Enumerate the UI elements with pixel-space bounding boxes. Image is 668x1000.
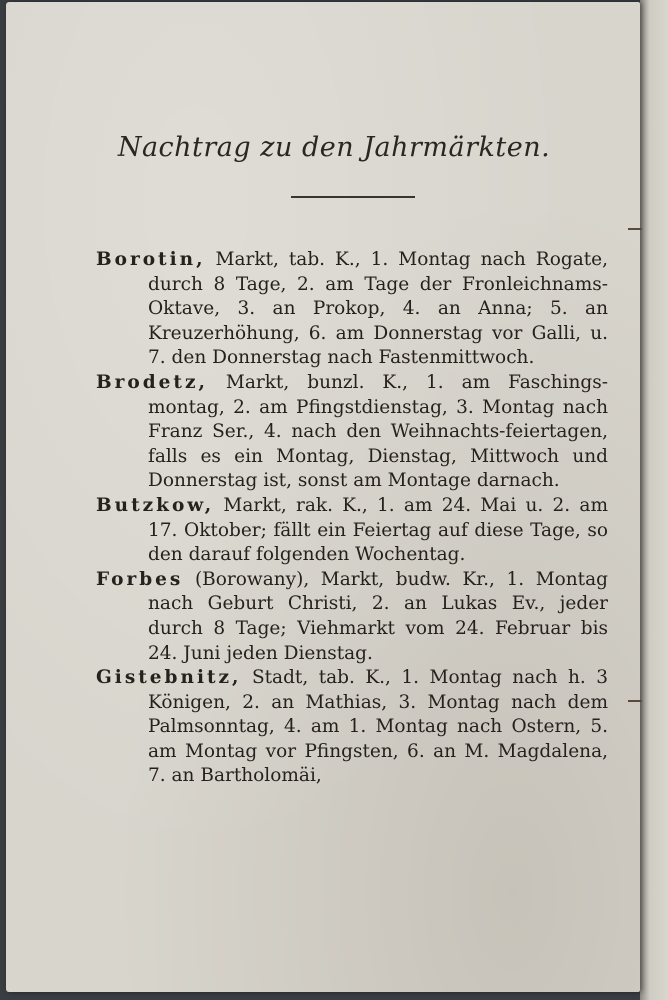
title-rule	[291, 196, 415, 198]
entry-borotin	[96, 248, 608, 371]
entry-place: Gistebnitz,	[96, 667, 242, 689]
page-title: Nachtrag zu den Jahrmärkten.	[117, 132, 551, 163]
entry-text: Markt, bunzl. K., 1. am Faschings-montag, 2. am Pfingstdienstag, 3. Montag nach Franz Ser., 4. nach den Weihnachts-feiertagen, falls es ein Montag, Dienstag, Mittwoch und Donnerstag ist, sonst am Montage darnach.	[148, 371, 608, 492]
entry-gistebnitz	[96, 666, 608, 789]
entry-place: Forbes	[96, 568, 184, 590]
entry-place: Borotin,	[96, 249, 206, 270]
entry-text: Markt, tab. K., 1. Montag nach Rogate, durch 8 Tage, 2. am Tage der Fronleichnams-Oktave, 3. an Prokop, 4. an Anna; 5. an Kreuzerhöhung, 6. am Donnerstag vor Galli, u. 7. den Donnerstag nach Fastenmittwoch.	[148, 249, 608, 369]
entry-butzkow	[96, 494, 608, 568]
entry-place: Butzkow,	[96, 494, 215, 516]
binding-thread	[628, 228, 642, 230]
entry-text: Stadt, tab. K., 1. Montag nach h. 3 Königen, 2. an Mathias, 3. Montag nach dem Palmsonntag, 4. am 1. Montag nach Ostern, 5. am Montag vor Pfingsten, 6. an M. Magdalena, 7. an Bartholomäi,	[148, 667, 608, 787]
entry-text: (Borowany), Markt, budw. Kr., 1. Montag nach Geburt Christi, 2. an Lukas Ev., jeder durch 8 Tage; Viehmarkt vom 24. Februar bis 24. Juni jeden Dienstag.	[148, 568, 608, 664]
entry-place: Brodetz,	[96, 371, 208, 393]
entry-brodetz	[96, 371, 608, 494]
entry-text: Markt, rak. K., 1. am 24. Mai u. 2. am 17. Oktober; fällt ein Feiertag auf diese Tage, so den darauf folgenden Wochentag.	[148, 494, 608, 566]
fair-list	[96, 248, 608, 789]
entry-forbes	[96, 568, 608, 666]
binding-thread	[628, 700, 642, 702]
